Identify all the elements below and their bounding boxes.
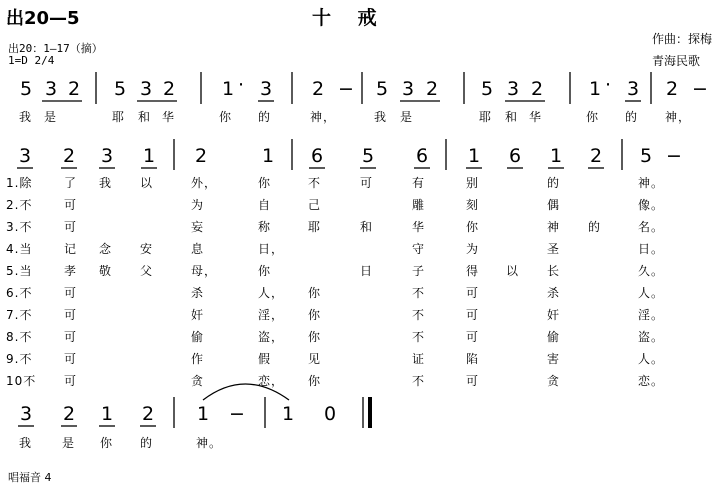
lyric: 假 bbox=[258, 352, 272, 366]
lyric: 盗。 bbox=[638, 330, 665, 344]
lyric: 日。 bbox=[638, 242, 665, 256]
lyric: 华 bbox=[529, 110, 543, 124]
lyric: 久。 bbox=[638, 264, 665, 278]
lyric: 敬 bbox=[99, 264, 113, 278]
lyric: 刻 bbox=[466, 198, 480, 212]
lyric: 4.当 bbox=[6, 242, 33, 256]
lyric: 贪 bbox=[547, 374, 561, 388]
lyric: 可 bbox=[466, 308, 480, 322]
note: 2 bbox=[63, 403, 76, 425]
source-note: 唱福音 4 bbox=[8, 471, 52, 484]
lyric: 不 bbox=[412, 330, 426, 344]
lyric: 9.不 bbox=[6, 352, 33, 366]
note: 2 bbox=[142, 403, 155, 425]
lyric: 神， bbox=[665, 110, 692, 124]
lyric: 贪 bbox=[191, 374, 205, 388]
composer-credit: 作曲：探梅 bbox=[652, 32, 713, 46]
note-dash: − bbox=[229, 403, 245, 425]
note: 6 bbox=[416, 145, 429, 167]
note-dash: − bbox=[666, 145, 682, 167]
lyric: 念 bbox=[99, 242, 113, 256]
lyric: 安 bbox=[140, 242, 154, 256]
origin-credit: 青海民歌 bbox=[652, 54, 701, 68]
lyric: 人。 bbox=[638, 286, 665, 300]
lyric: 我 bbox=[19, 436, 33, 450]
lyric: 别 bbox=[466, 176, 480, 190]
lyric: 你 bbox=[466, 220, 480, 234]
lyric: 神。 bbox=[638, 176, 665, 190]
lyric: 日 bbox=[360, 264, 374, 278]
lyric: 己 bbox=[308, 198, 322, 212]
lyric: 可 bbox=[466, 330, 480, 344]
note: 2 bbox=[68, 78, 81, 100]
lyric: 像。 bbox=[638, 198, 665, 212]
note: 3 bbox=[19, 145, 32, 167]
note: 1 bbox=[282, 403, 295, 425]
lyric: 可 bbox=[64, 352, 78, 366]
lyric: 的 bbox=[258, 110, 272, 124]
note: 1 bbox=[101, 403, 114, 425]
lyric: 盗， bbox=[258, 330, 285, 344]
lyric: 不 bbox=[412, 308, 426, 322]
lyric: 6.不 bbox=[6, 286, 33, 300]
note: 1 bbox=[222, 78, 235, 100]
lyric: 可 bbox=[64, 374, 78, 388]
note: 1 bbox=[589, 78, 602, 100]
note: 3 bbox=[45, 78, 58, 100]
lyric: 圣 bbox=[547, 242, 561, 256]
lyric: 是 bbox=[400, 110, 414, 124]
lyric: 人， bbox=[258, 286, 285, 300]
lyric: 你 bbox=[258, 176, 272, 190]
note: 5 bbox=[376, 78, 389, 100]
lyric: 我 bbox=[374, 110, 388, 124]
lyric: 淫， bbox=[258, 308, 285, 322]
note: 3 bbox=[140, 78, 153, 100]
lyric: 2.不 bbox=[6, 198, 33, 212]
lyric: 我 bbox=[99, 176, 113, 190]
lyric: 见 bbox=[308, 352, 322, 366]
scripture-reference: 出20：1—17（摘） bbox=[8, 42, 103, 55]
lyric: 耶 bbox=[479, 110, 493, 124]
lyric: 偶 bbox=[547, 198, 561, 212]
lyric: 守 bbox=[412, 242, 426, 256]
lyric: 恋， bbox=[258, 374, 285, 388]
note-dash: − bbox=[692, 78, 708, 100]
note: 5 bbox=[20, 78, 33, 100]
lyric: 人。 bbox=[638, 352, 665, 366]
lyric: 以 bbox=[506, 264, 520, 278]
note: 2 bbox=[590, 145, 603, 167]
lyric: 你 bbox=[219, 110, 233, 124]
lyric: 作 bbox=[191, 352, 205, 366]
lyric: 淫。 bbox=[638, 308, 665, 322]
lyric: 自 bbox=[258, 198, 272, 212]
lyric: 的 bbox=[588, 220, 602, 234]
lyric: 你 bbox=[308, 308, 322, 322]
note: 2 bbox=[195, 145, 208, 167]
lyric: 可 bbox=[64, 286, 78, 300]
note: 3 bbox=[101, 145, 114, 167]
lyric: 子 bbox=[412, 264, 426, 278]
note: 3 bbox=[260, 78, 273, 100]
lyric: 你 bbox=[308, 330, 322, 344]
lyric: 奸 bbox=[547, 308, 561, 322]
lyric: 了 bbox=[64, 176, 78, 190]
lyric: 陷 bbox=[466, 352, 480, 366]
lyric: 不 bbox=[412, 286, 426, 300]
lyric: 你 bbox=[258, 264, 272, 278]
lyric: 10不 bbox=[6, 374, 37, 388]
lyric: 你 bbox=[308, 374, 322, 388]
lyric: 神。 bbox=[196, 436, 223, 450]
lyric: 息 bbox=[191, 242, 205, 256]
lyric: 你 bbox=[100, 436, 114, 450]
lyric: 孝 bbox=[64, 264, 78, 278]
hymn-title: 十 戒 bbox=[312, 7, 387, 29]
lyric: 可 bbox=[64, 330, 78, 344]
lyric: 妄 bbox=[191, 220, 205, 234]
note: 3 bbox=[507, 78, 520, 100]
hymn-code: 出20—5 bbox=[6, 8, 80, 29]
lyric: 华 bbox=[162, 110, 176, 124]
lyric: 父 bbox=[140, 264, 154, 278]
lyric: 可 bbox=[64, 308, 78, 322]
lyric: 证 bbox=[412, 352, 426, 366]
note: 5 bbox=[640, 145, 653, 167]
lyric: 为 bbox=[466, 242, 480, 256]
lyric: 耶 bbox=[308, 220, 322, 234]
lyric: 长 bbox=[547, 264, 561, 278]
note: 5 bbox=[481, 78, 494, 100]
lyric: 杀 bbox=[547, 286, 561, 300]
lyric: 我 bbox=[19, 110, 33, 124]
note: 3 bbox=[20, 403, 33, 425]
lyric: 害 bbox=[547, 352, 561, 366]
note: 1 bbox=[143, 145, 156, 167]
note: 6 bbox=[311, 145, 324, 167]
lyric: 可 bbox=[466, 374, 480, 388]
note: 1 bbox=[262, 145, 275, 167]
lyric: 得 bbox=[466, 264, 480, 278]
key-signature: 1=D 2/4 bbox=[8, 54, 55, 67]
lyric: 你 bbox=[586, 110, 600, 124]
lyric: 和 bbox=[360, 220, 374, 234]
note: 5 bbox=[114, 78, 127, 100]
lyric: 不 bbox=[308, 176, 322, 190]
lyric: 为 bbox=[191, 198, 205, 212]
lyric: 和 bbox=[138, 110, 152, 124]
lyric: 以 bbox=[140, 176, 154, 190]
lyric: 3.不 bbox=[6, 220, 33, 234]
lyric: 的 bbox=[140, 436, 154, 450]
lyric: 1.除 bbox=[6, 176, 33, 190]
note: 2 bbox=[666, 78, 679, 100]
note: 3 bbox=[627, 78, 640, 100]
lyric: 外， bbox=[191, 176, 218, 190]
note: 1 bbox=[468, 145, 481, 167]
lyric: 是 bbox=[44, 110, 58, 124]
lyric: 偷 bbox=[191, 330, 205, 344]
lyric: 记 bbox=[64, 242, 78, 256]
lyric: 是 bbox=[62, 436, 76, 450]
note: 2 bbox=[312, 78, 325, 100]
note-rest: 0 bbox=[324, 403, 337, 425]
lyric: 日， bbox=[258, 242, 285, 256]
lyric: 5.当 bbox=[6, 264, 33, 278]
note: 2 bbox=[63, 145, 76, 167]
lyric: 华 bbox=[412, 220, 426, 234]
lyric: 7.不 bbox=[6, 308, 33, 322]
lyric: 母， bbox=[191, 264, 218, 278]
lyric: 可 bbox=[360, 176, 374, 190]
lyric: 可 bbox=[64, 220, 78, 234]
lyric: 的 bbox=[625, 110, 639, 124]
note-dot: · bbox=[605, 74, 612, 96]
note: 3 bbox=[402, 78, 415, 100]
lyric: 偷 bbox=[547, 330, 561, 344]
lyric: 耶 bbox=[112, 110, 126, 124]
lyric: 8.不 bbox=[6, 330, 33, 344]
note: 2 bbox=[426, 78, 439, 100]
lyric: 杀 bbox=[191, 286, 205, 300]
note-dash: − bbox=[338, 78, 354, 100]
lyric: 可 bbox=[466, 286, 480, 300]
note: 1 bbox=[197, 403, 210, 425]
note: 2 bbox=[531, 78, 544, 100]
lyric: 可 bbox=[64, 198, 78, 212]
lyric: 恋。 bbox=[638, 374, 665, 388]
lyric: 的 bbox=[547, 176, 561, 190]
lyric: 雕 bbox=[412, 198, 426, 212]
lyric: 神， bbox=[310, 110, 337, 124]
note: 2 bbox=[163, 78, 176, 100]
lyric: 名。 bbox=[638, 220, 665, 234]
lyric: 称 bbox=[258, 220, 272, 234]
note-dot: · bbox=[238, 74, 245, 96]
lyric: 和 bbox=[505, 110, 519, 124]
note: 6 bbox=[509, 145, 522, 167]
note: 1 bbox=[550, 145, 563, 167]
lyric: 你 bbox=[308, 286, 322, 300]
lyric: 不 bbox=[412, 374, 426, 388]
lyric: 神 bbox=[547, 220, 561, 234]
lyric: 有 bbox=[412, 176, 426, 190]
lyric: 奸 bbox=[191, 308, 205, 322]
note: 5 bbox=[362, 145, 375, 167]
